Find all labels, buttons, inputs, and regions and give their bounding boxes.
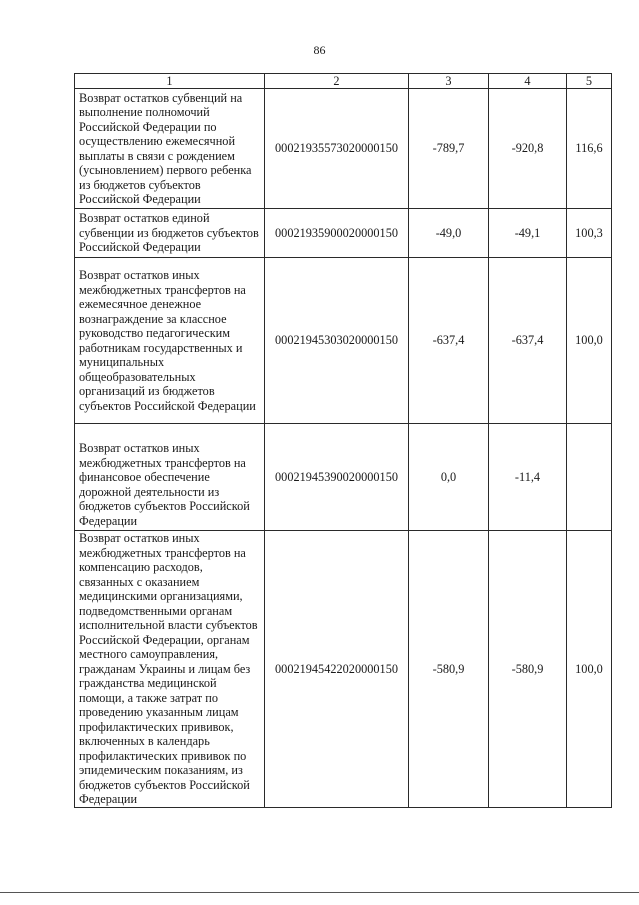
header-col-4: 4	[489, 74, 567, 89]
row-name-cell: Возврат остатков иных межбюджетных трансфертов на финансовое обеспечение дорожной деятельности из бюджетов субъектов Российской Федерации	[75, 424, 265, 531]
row-percent-cell: 100,0	[567, 531, 612, 808]
row-plan-cell: -49,0	[409, 209, 489, 258]
table-header-row	[75, 74, 612, 89]
row-fact-cell: -49,1	[489, 209, 567, 258]
budget-table	[74, 73, 612, 808]
table-row	[75, 89, 612, 209]
row-name-cell: Возврат остатков единой субвенции из бюджетов субъектов Российской Федерации	[75, 209, 265, 258]
row-percent-cell: 100,3	[567, 209, 612, 258]
row-name-cell: Возврат остатков иных межбюджетных трансфертов на компенсацию расходов, связанных с оказанием медицинскими организациями, подведомственными органам исполнительной власти субъектов Российской Федерации, органам местного самоуправления, гражданам Украины и лицам без гражданства медицинской помощи, а также затрат по проведению указанным лицам профилактических прививок, включенных в календарь профилактических прививок по эпидемическим показаниям, из бюджетов субъектов Российской Федерации	[75, 531, 265, 808]
row-code-cell: 00021945422020000150	[265, 531, 409, 808]
header-col-5: 5	[567, 74, 612, 89]
row-fact-cell: -637,4	[489, 258, 567, 424]
row-code-cell: 00021935573020000150	[265, 89, 409, 209]
row-percent-cell: 116,6	[567, 89, 612, 209]
table-row	[75, 209, 612, 258]
row-name-cell: Возврат остатков субвенций на выполнение полномочий Российской Федерации по осуществлению ежемесячной выплаты в связи с рождением (усыновлением) первого ребенка из бюджетов субъектов Российской Федерации	[75, 89, 265, 209]
row-plan-cell: -580,9	[409, 531, 489, 808]
header-col-2: 2	[265, 74, 409, 89]
table-row	[75, 531, 612, 808]
row-name-cell: Возврат остатков иных межбюджетных трансфертов на ежемесячное денежное вознаграждение за классное руководство педагогическим работникам государственных и муниципальных общеобразовательных организаций из бюджетов субъектов Российской Федерации	[75, 258, 265, 424]
row-code-cell: 00021935900020000150	[265, 209, 409, 258]
row-plan-cell: -637,4	[409, 258, 489, 424]
row-fact-cell: -11,4	[489, 424, 567, 531]
row-code-cell: 00021945303020000150	[265, 258, 409, 424]
row-plan-cell: -789,7	[409, 89, 489, 209]
bottom-divider	[0, 892, 639, 893]
row-percent-cell	[567, 424, 612, 531]
row-fact-cell: -920,8	[489, 89, 567, 209]
page-number: 86	[313, 43, 326, 57]
header-col-1: 1	[75, 74, 265, 89]
table-row	[75, 258, 612, 424]
row-percent-cell: 100,0	[567, 258, 612, 424]
row-fact-cell: -580,9	[489, 531, 567, 808]
header-col-3: 3	[409, 74, 489, 89]
row-plan-cell: 0,0	[409, 424, 489, 531]
table-row	[75, 424, 612, 531]
row-code-cell: 00021945390020000150	[265, 424, 409, 531]
